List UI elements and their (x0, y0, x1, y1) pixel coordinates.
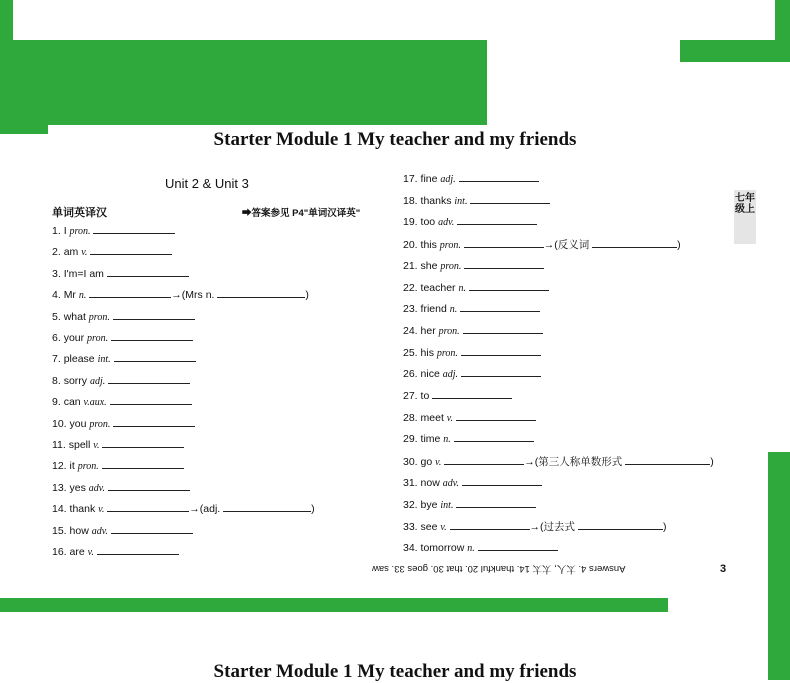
item-part-of-speech: v. (435, 457, 442, 469)
top-green-bar (0, 40, 487, 125)
answer-blank[interactable] (459, 172, 539, 182)
word-item (403, 324, 543, 337)
item-part-of-speech: n. (458, 282, 466, 294)
item-word: are (69, 546, 85, 558)
word-item (52, 224, 175, 237)
upside-down-answers: Answers 4. 太人, 太太 14. thankful 20. that 30. goes 33. saw (372, 563, 626, 574)
item-number: 33. (403, 521, 418, 534)
item-number: 20. (403, 239, 418, 252)
item-word: what (63, 310, 86, 323)
item-number: 23. (403, 303, 418, 316)
item-number: 4. (52, 289, 61, 302)
answer-blank[interactable] (114, 352, 196, 362)
item-number: 9. (52, 396, 61, 409)
item-word: meet (420, 411, 444, 424)
item-part-of-speech: n. (449, 304, 458, 316)
item-number: 8. (52, 374, 61, 387)
answer-blank[interactable] (89, 288, 171, 298)
item-part-of-speech: pron. (439, 240, 461, 252)
word-item (403, 237, 681, 252)
word-item (52, 352, 196, 365)
answer-blank[interactable] (108, 481, 190, 491)
answer-blank[interactable] (102, 438, 184, 448)
answer-blank[interactable] (456, 411, 536, 421)
item-word: please (63, 353, 95, 366)
item-related-form: →(过去式 (529, 521, 576, 534)
related-form-blank[interactable] (592, 238, 677, 248)
item-word: now (420, 476, 440, 489)
answer-blank[interactable] (432, 389, 512, 399)
answer-blank[interactable] (111, 524, 193, 534)
word-item (52, 395, 192, 408)
answer-blank[interactable] (461, 367, 541, 377)
item-part-of-speech: n. (467, 542, 475, 554)
item-part-of-speech: adv. (438, 217, 455, 229)
answer-blank[interactable] (456, 498, 536, 508)
item-part-of-speech: n. (78, 290, 87, 302)
word-item (52, 245, 172, 258)
closing-paren: ) (677, 239, 681, 252)
word-item (403, 476, 542, 489)
grade-side-tab: 七年级上 (734, 190, 756, 244)
item-word: I'm=I am (63, 267, 104, 280)
word-item (403, 454, 714, 469)
closing-paren: ) (305, 289, 309, 302)
item-part-of-speech: adv. (442, 477, 459, 489)
word-item (403, 215, 537, 228)
unit-title: Unit 2 & Unit 3 (165, 176, 249, 191)
item-word: time (420, 433, 441, 446)
bottom-green-bar (0, 598, 668, 612)
item-part-of-speech: pron. (438, 325, 460, 337)
item-number: 15. (52, 524, 67, 537)
item-word: friend (420, 303, 447, 316)
answer-blank[interactable] (107, 502, 189, 512)
related-form-blank[interactable] (578, 520, 663, 530)
item-number: 29. (403, 433, 418, 446)
item-word: your (63, 332, 85, 344)
item-related-form: →(第三人称单数形式 (524, 456, 623, 469)
answer-blank[interactable] (470, 194, 550, 204)
word-item (403, 519, 666, 534)
word-item (52, 545, 179, 558)
answer-blank[interactable] (444, 455, 524, 465)
item-part-of-speech: pron. (88, 311, 110, 323)
item-word: tomorrow (420, 541, 465, 554)
answer-blank[interactable] (463, 324, 543, 334)
word-item (403, 367, 541, 380)
item-word: spell (68, 439, 91, 451)
word-item (403, 432, 534, 445)
item-word: thank (69, 503, 96, 516)
word-item (403, 281, 549, 294)
item-word: nice (420, 368, 440, 381)
answer-blank[interactable] (108, 374, 190, 384)
page-number: 3 (720, 563, 727, 575)
word-item (52, 331, 193, 344)
item-number: 18. (403, 194, 418, 207)
item-number: 6. (52, 332, 61, 344)
item-part-of-speech: adv. (88, 482, 105, 494)
word-item (52, 481, 190, 494)
item-part-of-speech: pron. (440, 260, 462, 272)
item-number: 21. (403, 259, 418, 272)
word-item (403, 302, 540, 315)
answer-blank[interactable] (478, 541, 558, 551)
item-number: 16. (52, 546, 67, 558)
closing-paren: ) (710, 456, 714, 469)
answer-blank[interactable] (469, 281, 549, 291)
word-item (52, 267, 189, 280)
word-item (403, 411, 536, 424)
item-word: fine (420, 173, 438, 185)
closing-paren: ) (662, 521, 667, 534)
item-word: I (63, 225, 67, 237)
item-number: 32. (403, 498, 418, 511)
page-title: Starter Module 1 My teacher and my friends (213, 129, 577, 150)
related-form-blank[interactable] (217, 288, 305, 298)
item-part-of-speech: pron. (436, 347, 458, 359)
answer-blank[interactable] (464, 238, 544, 248)
item-word: yes (69, 481, 86, 494)
item-related-form: →(Mrs n. (171, 289, 215, 302)
word-item (52, 417, 195, 430)
word-item (403, 194, 550, 207)
item-number: 27. (403, 390, 418, 402)
word-item (403, 259, 544, 272)
section-title: 单词英译汉 (52, 207, 107, 219)
answer-blank[interactable] (454, 432, 534, 442)
item-part-of-speech: pron. (87, 333, 109, 344)
item-number: 2. (52, 246, 61, 259)
word-item (403, 541, 558, 554)
item-word: how (69, 524, 89, 537)
item-part-of-speech: v. (93, 440, 100, 451)
word-item (403, 346, 541, 359)
answer-blank[interactable] (461, 346, 541, 356)
top-right-green-bar (680, 40, 790, 62)
word-item (403, 498, 536, 511)
item-part-of-speech: adv. (91, 525, 108, 537)
item-number: 1. (52, 225, 61, 237)
answer-blank[interactable] (450, 520, 530, 530)
item-part-of-speech: v. (81, 247, 88, 259)
word-item (52, 438, 184, 451)
item-part-of-speech: v. (98, 504, 105, 516)
answer-blank[interactable] (462, 476, 542, 486)
item-number: 13. (52, 481, 67, 494)
item-number: 26. (403, 368, 418, 381)
answer-blank[interactable] (457, 215, 537, 225)
item-word: his (420, 346, 434, 359)
closing-paren: ) (311, 503, 315, 516)
item-number: 12. (52, 460, 67, 473)
item-number: 17. (403, 173, 418, 185)
answer-blank[interactable] (93, 224, 175, 234)
item-number: 24. (403, 324, 418, 337)
item-part-of-speech: int. (454, 195, 468, 207)
item-word: go (420, 456, 433, 469)
item-related-form: →(adj. (189, 503, 221, 516)
word-item (403, 389, 512, 402)
item-number: 19. (403, 216, 418, 229)
item-part-of-speech: int. (440, 499, 454, 511)
word-item (52, 502, 315, 515)
item-word: to (420, 390, 430, 402)
related-form-blank[interactable] (223, 502, 311, 512)
item-number: 30. (403, 456, 418, 469)
answer-blank[interactable] (110, 395, 192, 405)
item-word: can (63, 396, 81, 409)
answer-blank[interactable] (102, 459, 184, 469)
word-item (52, 374, 190, 387)
item-word: this (420, 239, 437, 252)
item-part-of-speech: v.aux. (83, 397, 107, 409)
item-word: she (420, 259, 438, 272)
item-number: 3. (52, 267, 61, 280)
word-item (403, 172, 539, 185)
item-part-of-speech: v. (440, 522, 447, 534)
item-part-of-speech: adj. (89, 375, 106, 387)
word-item (52, 459, 184, 472)
item-part-of-speech: v. (87, 547, 94, 558)
item-part-of-speech: pron. (69, 226, 91, 237)
item-word: am (63, 246, 79, 259)
answer-blank[interactable] (90, 245, 172, 255)
answer-blank[interactable] (113, 310, 195, 320)
related-form-blank[interactable] (625, 455, 710, 465)
top-right-green-edge (775, 0, 790, 48)
answer-blank[interactable] (464, 259, 544, 269)
item-part-of-speech: v. (446, 412, 453, 424)
item-word: Mr (63, 289, 76, 302)
word-item (52, 288, 309, 301)
item-part-of-speech: pron. (77, 461, 99, 473)
item-word: teacher (420, 281, 456, 294)
item-number: 34. (403, 541, 418, 554)
item-word: it (69, 460, 75, 473)
item-number: 14. (52, 503, 67, 516)
answer-reference: ➡答案参见 P4"单词汉译英" (242, 208, 361, 219)
item-part-of-speech: pron. (89, 418, 111, 430)
right-green-bar (768, 452, 790, 680)
answer-blank[interactable] (97, 545, 179, 555)
item-part-of-speech: adj. (440, 174, 456, 185)
item-part-of-speech: adj. (442, 369, 458, 381)
answer-blank[interactable] (107, 267, 189, 277)
item-part-of-speech: int. (97, 354, 111, 366)
item-word: thanks (420, 194, 452, 207)
bottom-page-title: Starter Module 1 My teacher and my friends (213, 661, 577, 682)
item-number: 10. (52, 417, 67, 430)
item-word: too (420, 216, 436, 229)
word-item (52, 524, 193, 537)
answer-blank[interactable] (111, 331, 193, 341)
item-number: 31. (403, 476, 418, 489)
item-number: 28. (403, 411, 418, 424)
answer-blank[interactable] (113, 417, 195, 427)
item-number: 5. (52, 310, 61, 323)
item-part-of-speech: n. (443, 434, 451, 446)
item-number: 7. (52, 353, 61, 366)
word-item (52, 310, 195, 323)
item-number: 25. (403, 346, 418, 359)
item-word: her (420, 324, 436, 337)
item-number: 22. (403, 281, 418, 294)
item-word: you (69, 417, 87, 430)
item-word: sorry (63, 374, 88, 387)
answer-blank[interactable] (460, 302, 540, 312)
item-word: see (420, 521, 438, 534)
item-word: bye (420, 498, 438, 511)
item-related-form: →(反义词 (543, 239, 590, 252)
item-number: 11. (52, 439, 66, 451)
